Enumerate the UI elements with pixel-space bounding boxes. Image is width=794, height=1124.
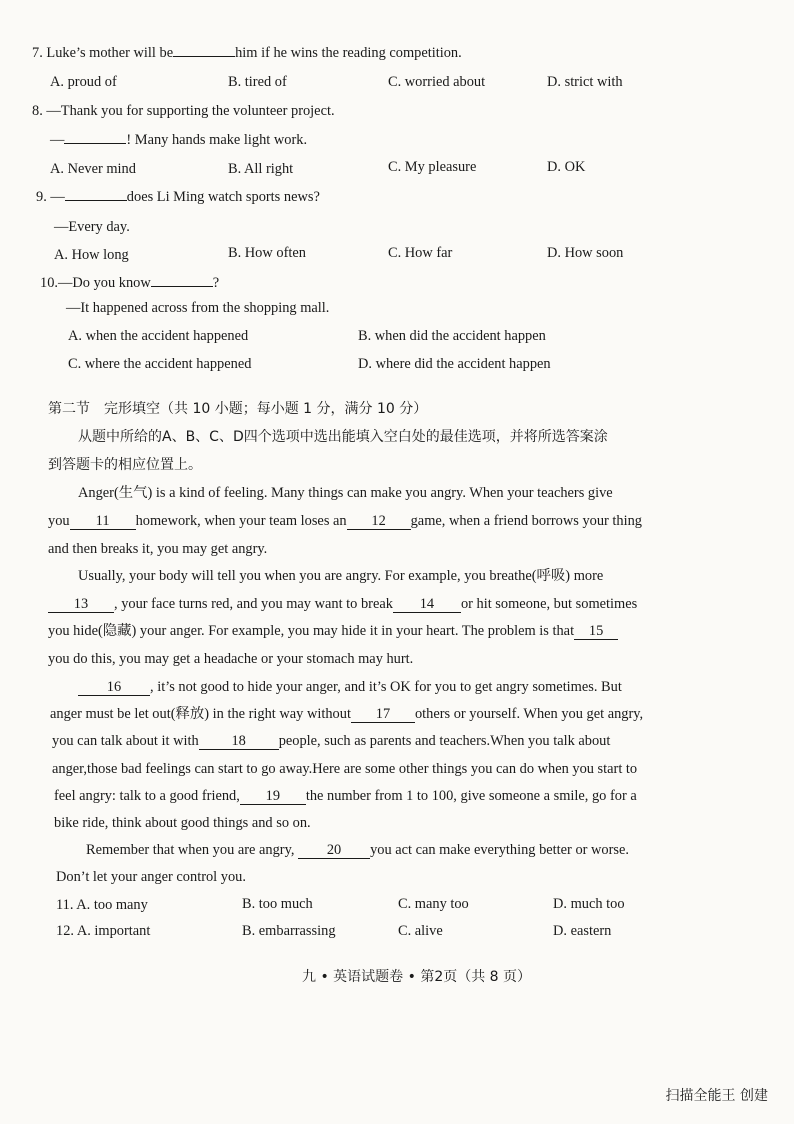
blank-15: 15	[574, 623, 618, 640]
answer-option: A. too many	[76, 897, 148, 913]
blank	[65, 200, 127, 201]
passage-text: , your face turns red, and you may want to break	[114, 596, 393, 612]
section-instruction-cont: 到答题卡的相应位置上。	[48, 457, 202, 473]
answer-option: A. important	[76, 923, 151, 939]
passage-line	[48, 595, 637, 613]
question-text: Luke’s mother will be	[46, 45, 174, 61]
question-text: ! Many hands make light work.	[126, 132, 308, 148]
question-10	[40, 274, 219, 292]
passage-line	[52, 732, 610, 750]
passage-text: the number from 1 to 100, give someone a smile, go for a	[305, 788, 637, 804]
section-heading: 第二节 完形填空（共 10 小题；每小题 1 分，满分 10 分）	[48, 401, 428, 417]
question-text: him if he wins the reading competition.	[235, 45, 462, 61]
passage-text: others or yourself. When you get angry,	[414, 706, 644, 722]
passage-line: Anger(生气) is a kind of feeling. Many things can make you angry. When your teachers give	[78, 485, 613, 501]
option-9c: C. How far	[388, 245, 453, 261]
question-8	[32, 102, 335, 120]
question-number: 7.	[32, 45, 43, 61]
passage-text: or hit someone, but sometimes	[460, 596, 638, 612]
scanner-watermark: 扫描全能王 创建	[665, 1088, 768, 1104]
passage-line: and then breaks it, you may get angry.	[48, 541, 268, 557]
option-10b: B. when did the accident happen	[358, 328, 546, 344]
blank-16: 16	[78, 679, 150, 696]
passage-text: feel angry: talk to a good friend,	[54, 788, 240, 804]
question-text: —Do you know	[58, 275, 151, 291]
passage-text: game, when a friend borrows your thing	[410, 513, 642, 529]
blank-17: 17	[351, 706, 415, 723]
option-7a: A. proud of	[50, 74, 117, 90]
page-footer: 九 • 英语试题卷 • 第2页（共 8 页）	[302, 969, 532, 985]
question-text: ?	[212, 275, 220, 291]
option-11d: D. much too	[553, 896, 625, 912]
passage-text: you act can make everything better or worse.	[370, 842, 629, 858]
passage-line	[86, 841, 629, 859]
option-7b: B. tired of	[228, 74, 287, 90]
blank	[173, 56, 235, 57]
option-10a: A. when the accident happened	[68, 328, 249, 344]
passage-text: you hide(隐藏) your anger. For example, you may hide it in your heart. The problem is that	[48, 623, 575, 639]
answer-number: 12.	[56, 923, 74, 939]
question-number: 9.	[36, 189, 47, 205]
question-text: does Li Ming watch sports news?	[126, 189, 320, 205]
question-text: —Thank you for supporting the volunteer project.	[46, 103, 335, 119]
passage-line: Usually, your body will tell you when you are angry. For example, you breathe(呼吸) more	[78, 568, 604, 584]
blank-13: 13	[48, 596, 114, 613]
option-10c: C. where the accident happened	[68, 356, 252, 372]
passage-line: you do this, you may get a headache or your stomach may hurt.	[48, 651, 414, 667]
passage-line: Don’t let your anger control you.	[56, 869, 246, 885]
passage-line	[50, 705, 643, 723]
passage-line	[78, 678, 622, 696]
dash: —	[50, 132, 65, 148]
question-9-reply: —Every day.	[54, 219, 130, 235]
section-instruction: 从题中所给的A、B、C、D四个选项中选出能填入空白处的最佳选项，并将所选答案涂	[78, 429, 608, 445]
passage-line: anger,those bad feelings can start to go away.Here are some other things you can do when you start to	[52, 761, 638, 777]
option-9d: D. How soon	[547, 245, 624, 261]
blank	[151, 286, 213, 287]
option-10d: D. where did the accident happen	[358, 356, 551, 372]
question-7	[32, 44, 462, 62]
question-9	[36, 188, 320, 206]
question-number: 8.	[32, 103, 43, 119]
passage-text: , it’s not good to hide your anger, and it’s OK for you to get angry sometimes. But	[150, 679, 622, 695]
blank	[64, 143, 126, 144]
question-10-reply: —It happened across from the shopping mall.	[66, 300, 330, 316]
option-11a	[56, 896, 148, 914]
option-9b: B. How often	[228, 245, 306, 261]
option-8c: C. My pleasure	[388, 159, 477, 175]
passage-text: anger must be let out(释放) in the right way without	[50, 706, 351, 722]
passage-text: people, such as parents and teachers.When you talk about	[278, 733, 611, 749]
passage-text: you	[48, 513, 70, 529]
option-7d: D. strict with	[547, 74, 623, 90]
passage-text: you can talk about it with	[52, 733, 199, 749]
question-number: 10.	[40, 275, 58, 291]
passage-line	[54, 787, 637, 805]
blank-18: 18	[199, 733, 279, 750]
answer-number: 11.	[56, 897, 74, 913]
blank-14: 14	[393, 596, 461, 613]
option-7c: C. worried about	[388, 74, 486, 90]
blank-12: 12	[347, 513, 411, 530]
dash: —	[50, 189, 65, 205]
option-12b: B. embarrassing	[242, 923, 336, 939]
passage-text: homework, when your team loses an	[135, 513, 347, 529]
option-12d: D. eastern	[553, 923, 612, 939]
blank-11: 11	[70, 513, 136, 530]
passage-line	[48, 622, 618, 640]
option-8d: D. OK	[547, 159, 586, 175]
blank-19: 19	[240, 788, 306, 805]
option-12a	[56, 922, 150, 940]
passage-line	[48, 512, 642, 530]
option-11b: B. too much	[242, 896, 313, 912]
option-12c: C. alive	[398, 923, 443, 939]
option-8a: A. Never mind	[50, 161, 136, 177]
blank-20: 20	[298, 842, 370, 859]
option-9a: A. How long	[54, 247, 129, 263]
passage-line: bike ride, think about good things and so on.	[54, 815, 311, 831]
option-11c: C. many too	[398, 896, 469, 912]
question-8-reply	[50, 131, 307, 149]
option-8b: B. All right	[228, 161, 294, 177]
passage-text: Remember that when you are angry,	[86, 842, 295, 858]
